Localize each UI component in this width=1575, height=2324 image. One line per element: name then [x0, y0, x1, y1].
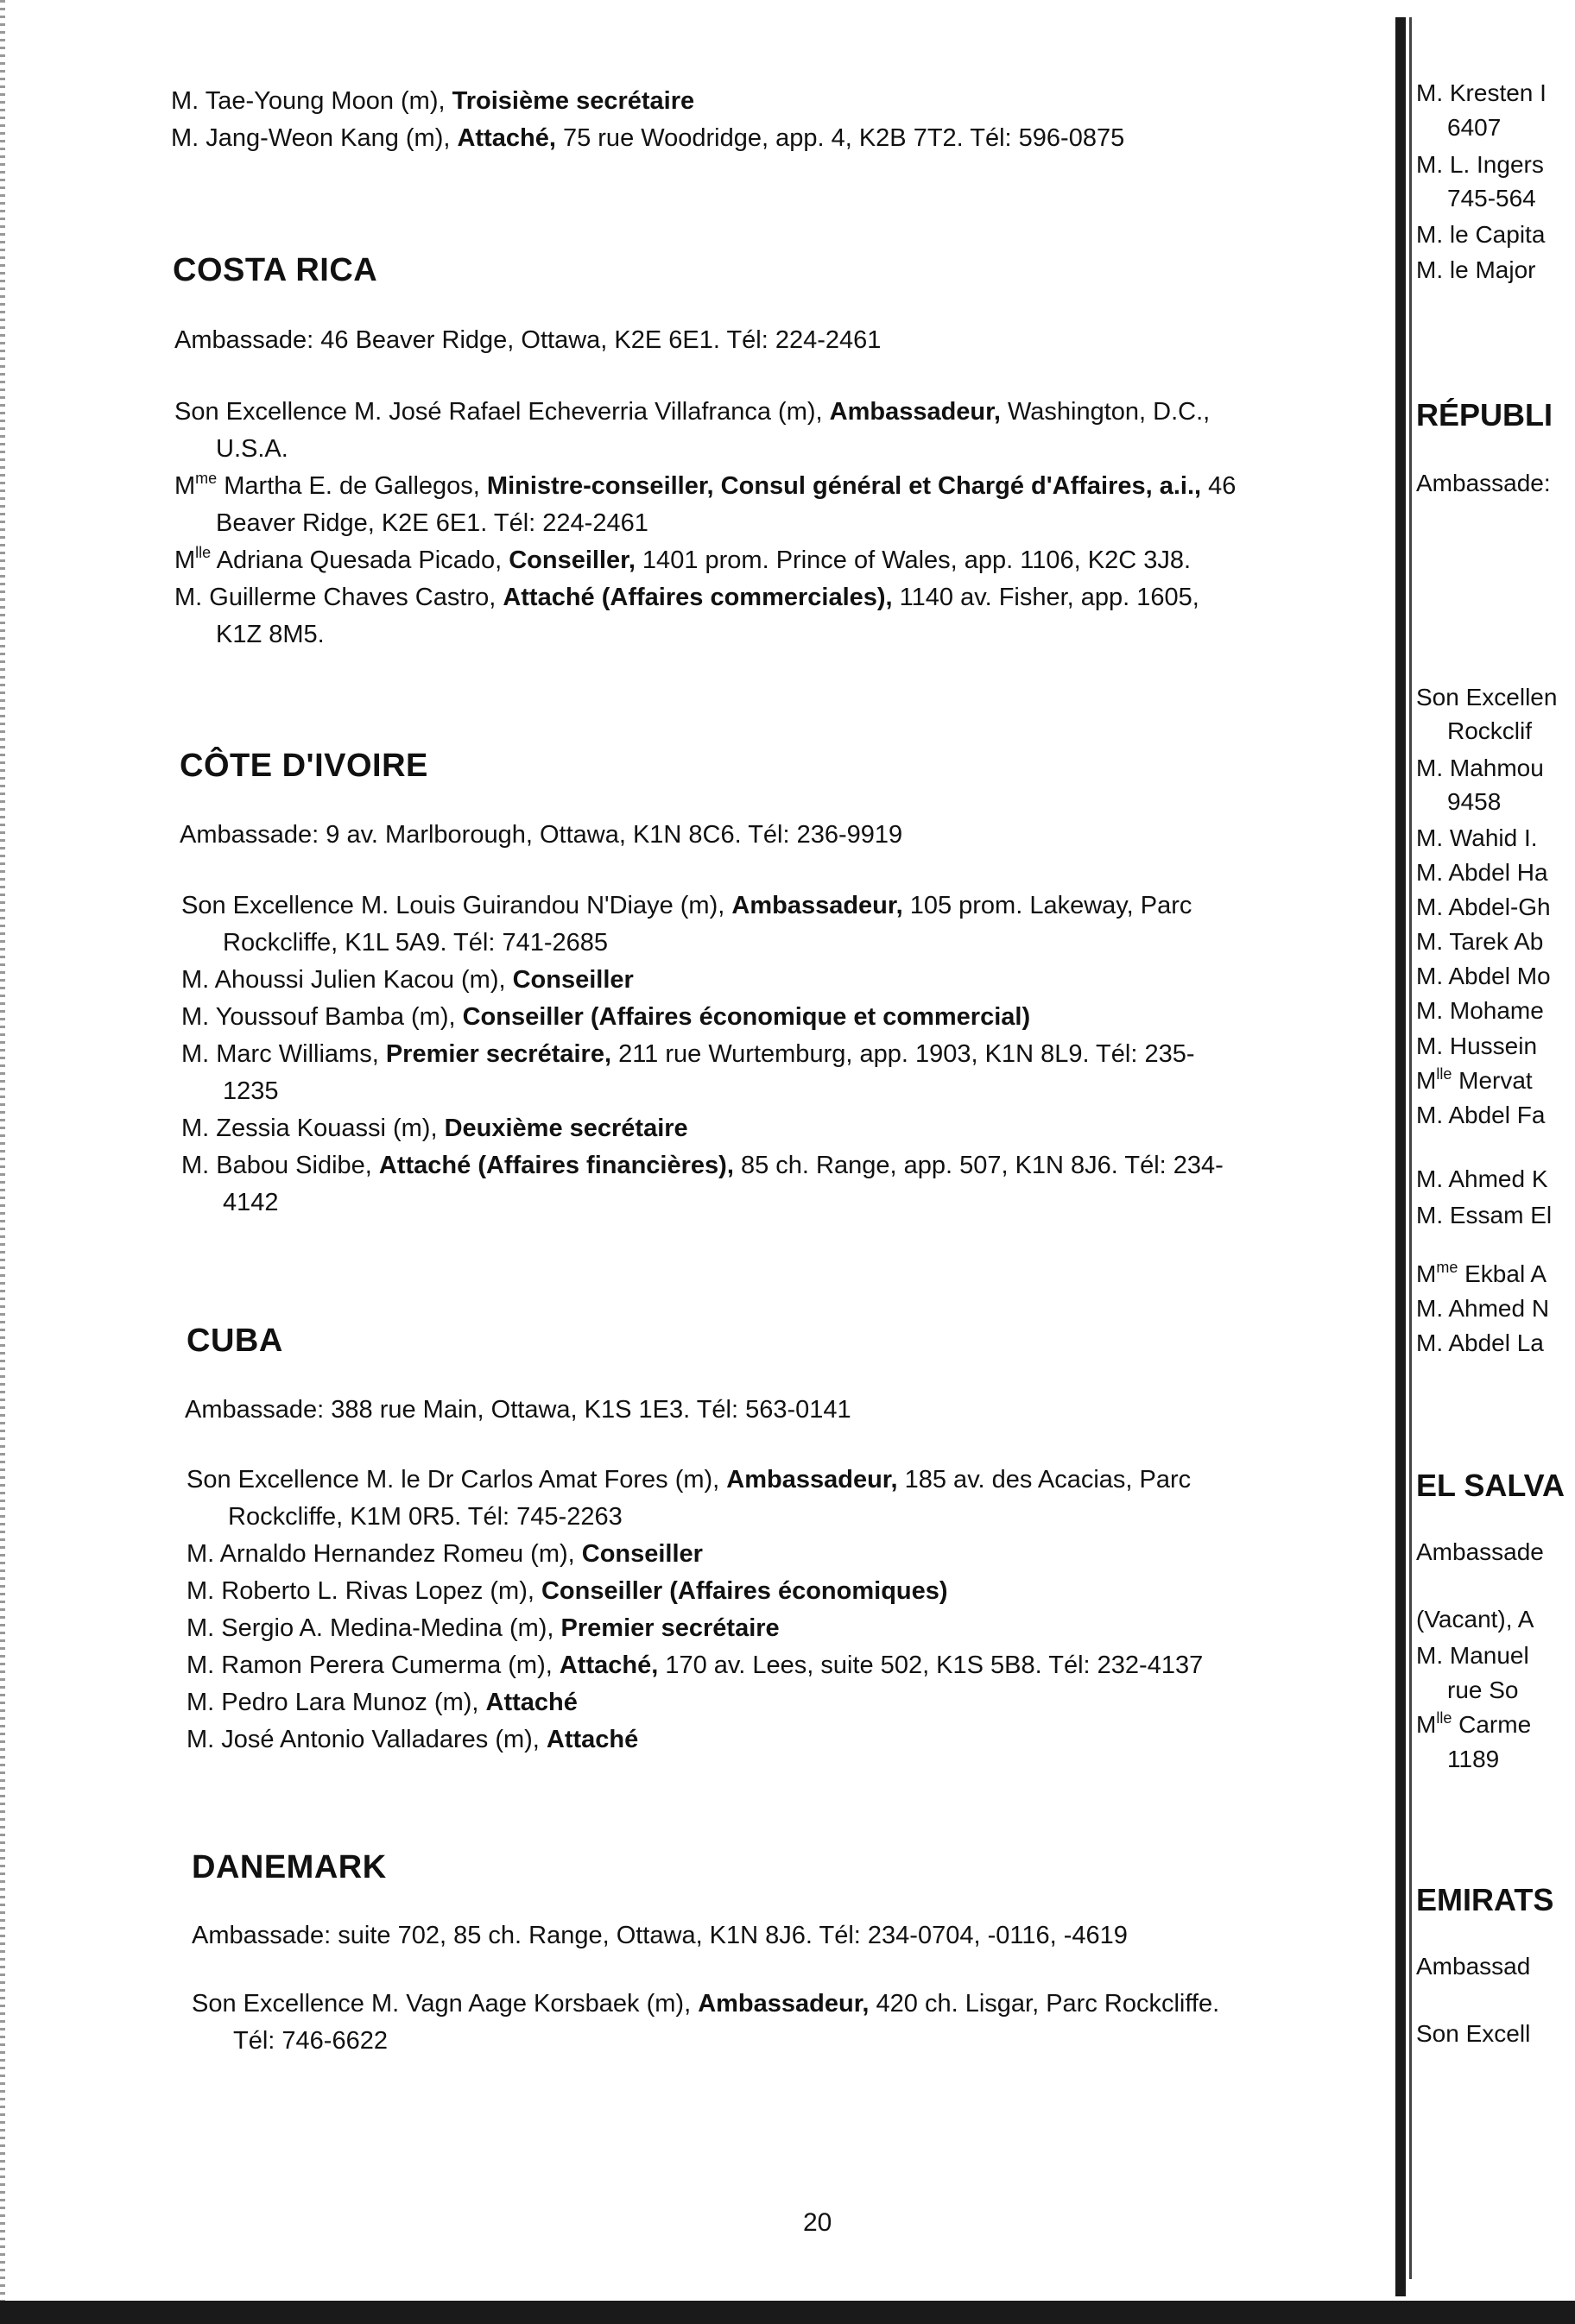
list-item — [187, 1684, 1568, 1721]
fragment-line: Son Excellen — [1416, 684, 1558, 710]
list-item — [187, 1573, 1568, 1610]
fragment-line: Ambassade — [1416, 1538, 1544, 1565]
fragment-line — [1416, 1064, 1533, 1095]
fragment-line: 745-564 — [1447, 185, 1536, 212]
entry-address: 170 av. Lees, suite 502, K1S 5B8. Tél: 232-4137 — [658, 1651, 1204, 1679]
entry-title: Conseiller — [581, 1540, 703, 1568]
list-item — [181, 1036, 1563, 1110]
entry-name: M. Ramon Perera Cumerma (m), — [187, 1651, 560, 1679]
list-item — [174, 468, 1556, 542]
fragment-line: M. Wahid I. — [1416, 824, 1538, 851]
entry-title: Ambassadeur, — [726, 1466, 898, 1494]
ambassade-costa-rica: Ambassade: 46 Beaver Ridge, Ottawa, K2E 6E1. Tél: 224-2461 — [174, 326, 882, 354]
entry-name: Son Excellence M. José Rafael Echeverria Villafranca (m), — [174, 398, 830, 426]
entry-title: Conseiller, — [509, 546, 636, 574]
entry-address: 211 rue Wurtemburg, app. 1903, K1N 8L9. Tél: 235- — [611, 1040, 1195, 1068]
entry-title: Attaché, — [457, 124, 556, 152]
entry-address-cont: Rockcliffe, K1L 5A9. Tél: 741-2685 — [223, 929, 609, 957]
entry-address-cont: 4142 — [223, 1189, 279, 1216]
fragment-line: M. Ahmed K — [1416, 1165, 1548, 1192]
fragment-line: Ambassade: — [1416, 470, 1551, 496]
list-item — [171, 120, 1553, 157]
fragment-line: M. Essam El — [1416, 1202, 1553, 1228]
list-item — [187, 1721, 1568, 1759]
fragment-line: M. Abdel-Gh — [1416, 894, 1551, 920]
list-item — [174, 542, 1556, 579]
entry-address-cont: K1Z 8M5. — [216, 621, 325, 648]
entry-prefix-sup: me — [195, 470, 218, 488]
entry-name: M. Youssouf Bamba (m), — [181, 1003, 463, 1031]
fragment-name: Carme — [1452, 1711, 1532, 1738]
entry-address-cont: 1235 — [223, 1077, 279, 1105]
list-item — [187, 1610, 1568, 1647]
fragment-line: M. Mohame — [1416, 997, 1544, 1024]
entry-name: M. Roberto L. Rivas Lopez (m), — [187, 1577, 541, 1605]
fragment-line: M. Tarek Ab — [1416, 928, 1544, 955]
fragment-line: M. Ahmed N — [1416, 1295, 1550, 1322]
fragment-line: 1189 — [1447, 1746, 1500, 1772]
section-cote-divoire — [181, 887, 1563, 1222]
fragment-prefix: M — [1416, 1067, 1437, 1094]
book-spine-shadow — [1409, 17, 1412, 2279]
fragment-heading: RÉPUBLI — [1416, 397, 1553, 433]
entry-name: Adriana Quesada Picado, — [211, 546, 509, 574]
entry-title: Attaché (Affaires financières), — [378, 1152, 734, 1179]
entry-title: Conseiller (Affaires économiques) — [541, 1577, 948, 1605]
entry-title: Conseiller — [512, 966, 634, 994]
entry-name: Son Excellence M. le Dr Carlos Amat Fores (m), — [187, 1466, 727, 1494]
fragment-line: Rockclif — [1447, 717, 1533, 744]
entry-name: M. Sergio A. Medina-Medina (m), — [187, 1614, 561, 1642]
ambassade-cuba: Ambassade: 388 rue Main, Ottawa, K1S 1E3. Tél: 563-0141 — [185, 1396, 851, 1424]
list-item — [192, 1986, 1573, 2060]
entry-name: M. Tae-Young Moon (m), — [171, 87, 452, 115]
entry-name: M. Marc Williams, — [181, 1040, 386, 1068]
entry-address: 75 rue Woodridge, app. 4, K2B 7T2. Tél: 596-0875 — [555, 124, 1125, 152]
fragment-line: rue So — [1447, 1677, 1519, 1703]
entry-name: Son Excellence M. Vagn Aage Korsbaek (m), — [192, 1990, 699, 2018]
entry-title: Attaché — [546, 1726, 639, 1753]
entry-title: Attaché (Affaires commerciales), — [503, 584, 893, 611]
fragment-line: M. Abdel Mo — [1416, 963, 1551, 989]
section-cuba — [187, 1462, 1568, 1759]
fragment-line: M. Abdel La — [1416, 1329, 1544, 1356]
fragment-line: M. Kresten I — [1416, 79, 1547, 106]
entry-address-cont: Rockcliffe, K1M 0R5. Tél: 745-2263 — [228, 1503, 623, 1531]
fragment-prefix-sup: me — [1436, 1258, 1458, 1276]
entry-title: Ministre-conseiller, Consul général et Chargé d'Affaires, a.i., — [486, 472, 1202, 500]
fragment-name: Ekbal A — [1458, 1260, 1547, 1287]
section-heading-danemark: DANEMARK — [192, 1849, 387, 1885]
entry-prefix: M — [174, 546, 196, 574]
entry-address: 420 ch. Lisgar, Parc Rockcliffe. — [869, 1990, 1220, 2018]
entry-title: Deuxième secrétaire — [444, 1115, 688, 1142]
section-costa-rica — [174, 394, 1556, 654]
fragment-line — [1416, 1708, 1532, 1739]
fragment-prefix: M — [1416, 1260, 1437, 1287]
entry-prefix: M — [174, 472, 196, 500]
entry-title: Ambassadeur, — [829, 398, 1001, 426]
list-item — [181, 1110, 1563, 1147]
section-danemark — [192, 1986, 1573, 2060]
section-heading-cote-divoire: CÔTE D'IVOIRE — [180, 748, 428, 784]
fragment-name: Mervat — [1452, 1067, 1533, 1094]
entry-title: Attaché, — [559, 1651, 659, 1679]
entry-name: M. Guillerme Chaves Castro, — [174, 584, 503, 611]
fragment-prefix-sup: lle — [1436, 1064, 1452, 1083]
fragment-line: M. Hussein — [1416, 1033, 1538, 1059]
book-spine — [1395, 17, 1406, 2296]
fragment-line: M. le Capita — [1416, 221, 1546, 248]
section-heading-costa-rica: COSTA RICA — [173, 252, 378, 288]
entry-address: 46 — [1201, 472, 1237, 500]
list-item — [187, 1462, 1568, 1536]
list-item — [181, 999, 1563, 1036]
page-number: 20 — [803, 2208, 832, 2237]
entry-name: M. Babou Sidibe, — [181, 1152, 379, 1179]
list-item — [181, 962, 1563, 999]
entry-title: Conseiller (Affaires économique et commercial) — [462, 1003, 1031, 1031]
list-item — [181, 1147, 1563, 1222]
entry-title: Premier secrétaire, — [385, 1040, 612, 1068]
fragment-line: (Vacant), A — [1416, 1606, 1534, 1632]
list-item — [174, 579, 1556, 654]
entry-title: Ambassadeur, — [731, 892, 903, 919]
fragment-line: M. le Major — [1416, 256, 1536, 283]
entry-address: 85 ch. Range, app. 507, K1N 8J6. Tél: 234- — [733, 1152, 1224, 1179]
fragment-line: 6407 — [1447, 114, 1502, 141]
entry-prefix-sup: lle — [195, 544, 212, 562]
fragment-line: M. L. Ingers — [1416, 151, 1544, 178]
fragment-line: M. Abdel Ha — [1416, 859, 1548, 886]
fragment-line: Ambassad — [1416, 1953, 1531, 1980]
entry-address: 1140 av. Fisher, app. 1605, — [892, 584, 1199, 611]
entry-title: Troisième secrétaire — [452, 87, 695, 115]
entry-address: 1401 prom. Prince of Wales, app. 1106, K2C 3J8. — [635, 546, 1192, 574]
entry-name: M. Zessia Kouassi (m), — [181, 1115, 445, 1142]
entry-address: Washington, D.C., — [1000, 398, 1211, 426]
fragment-line: Son Excell — [1416, 2020, 1531, 2047]
list-item — [187, 1647, 1568, 1684]
list-item — [181, 887, 1563, 962]
entry-address-cont: U.S.A. — [216, 435, 288, 463]
entry-title: Ambassadeur, — [698, 1990, 870, 2018]
fragment-line: M. Abdel Fa — [1416, 1102, 1546, 1128]
entry-address-cont: Beaver Ridge, K2E 6E1. Tél: 224-2461 — [216, 509, 648, 537]
fragment-line: 9458 — [1447, 788, 1502, 815]
entry-name: Son Excellence M. Louis Guirandou N'Diaye (m), — [181, 892, 732, 919]
list-item — [174, 394, 1556, 468]
fragment-heading: EMIRATS — [1416, 1882, 1554, 1917]
entry-name: M. Jang-Weon Kang (m), — [171, 124, 458, 152]
entry-name: Martha E. de Gallegos, — [217, 472, 487, 500]
section-heading-cuba: CUBA — [187, 1323, 283, 1359]
ambassade-danemark: Ambassade: suite 702, 85 ch. Range, Ottawa, K1N 8J6. Tél: 234-0704, -0116, -4619 — [192, 1922, 1128, 1949]
right-page-fragment — [1416, 0, 1575, 2301]
list-item — [171, 83, 1553, 120]
fragment-heading: EL SALVA — [1416, 1468, 1566, 1503]
intro-entries — [171, 83, 1553, 157]
fragment-prefix-sup: lle — [1436, 1708, 1452, 1727]
entry-title: Attaché — [485, 1689, 578, 1716]
ambassade-cote-divoire: Ambassade: 9 av. Marlborough, Ottawa, K1N 8C6. Tél: 236-9919 — [180, 821, 903, 849]
entry-address-cont: Tél: 746-6622 — [233, 2027, 388, 2055]
entry-title: Premier secrétaire — [560, 1614, 780, 1642]
page-bottom-edge — [0, 2301, 1575, 2324]
entry-address: 105 prom. Lakeway, Parc — [902, 892, 1192, 919]
fragment-line — [1416, 1260, 1547, 1288]
entry-name: M. Ahoussi Julien Kacou (m), — [181, 966, 513, 994]
entry-name: M. Pedro Lara Munoz (m), — [187, 1689, 486, 1716]
list-item — [187, 1536, 1568, 1573]
fragment-line: M. Mahmou — [1416, 755, 1544, 781]
fragment-prefix: M — [1416, 1711, 1437, 1738]
entry-name: M. José Antonio Valladares (m), — [187, 1726, 547, 1753]
fragment-line: M. Manuel — [1416, 1642, 1529, 1669]
entry-name: M. Arnaldo Hernandez Romeu (m), — [187, 1540, 582, 1568]
entry-address: 185 av. des Acacias, Parc — [897, 1466, 1192, 1494]
